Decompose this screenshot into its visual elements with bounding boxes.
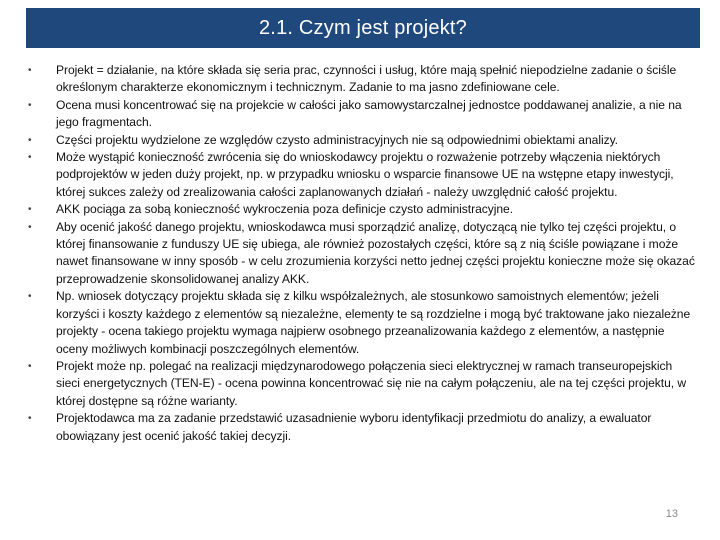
bullet-list — [26, 62, 698, 445]
bullet-dot-icon: • — [28, 134, 32, 146]
bullet-dot-icon: • — [28, 204, 32, 216]
bullet-dot-icon: • — [28, 413, 32, 425]
bullet-dot-icon: • — [28, 360, 32, 372]
bullet-dot-icon: • — [28, 221, 32, 233]
bullet-text: Może wystąpić konieczność zwrócenia się do wnioskodawcy projektu o rozważenie potrzeby włączenia niektórych podprojektów w jeden duży projekt, np. w przypadku wniosku o wsparcie finansowe UE na wstępne etapy inwestycji, której sukces zależy od zrealizowania całości zaplanowanych działań - należy uwzględnić całość projektu. — [56, 150, 674, 199]
bullet-dot-icon: • — [28, 152, 32, 164]
bullet-dot-icon: • — [28, 65, 32, 76]
bullet-text: AKK pociąga za sobą konieczność wykroczenia poza definicje czysto administracyjne. — [56, 202, 514, 217]
slide-title-bar — [26, 8, 700, 48]
bullet-item — [26, 62, 698, 97]
bullet-item — [26, 97, 698, 132]
bullet-text: Części projektu wydzielone ze względów czysto administracyjnych nie są odpowiednimi obiektami analizy. — [56, 132, 618, 147]
bullet-dot-icon: • — [28, 99, 32, 111]
bullet-item — [26, 410, 698, 445]
bullet-item — [26, 149, 698, 201]
bullet-text: Aby ocenić jakość danego projektu, wnioskodawca musi sporządzić analizę, dotyczącą nie tylko tej części projektu, o której finansowanie z funduszy UE się ubiega, ale również pozostałych części, które są z nią ściśle powiązane i może nawet finansowane w inny sposób - w celu zrozumienia korzyści netto jednej części projektu konieczne może się okazać przeprowadzenie skonsolidowanej analizy AKK. — [56, 219, 695, 286]
bullet-text: Ocena musi koncentrować się na projekcie w całości jako samowystarczalnej jednostce poddawanej analizie, a nie na jego fragmentach. — [56, 97, 682, 130]
bullet-text: Projektodawca ma za zadanie przedstawić uzasadnienie wyboru identyfikacji przedmiotu do analizy, a ewaluator obowiązany jest ocenić jakość takiej decyzji. — [56, 411, 652, 443]
bullet-text: Projekt = działanie, na które składa się seria prac, czynności i usług, które mają spełnić niepodzielne zadanie o ściśle określonym charakterze ekonomicznym i technicznym. Zadanie to ma jasno zdefiniowane cele. — [56, 63, 677, 95]
bullet-text: Projekt może np. polegać na realizacji międzynarodowego połączenia sieci elektrycznej w ramach transeuropejskich sieci energetycznych (TEN-E) - ocena powinna koncentrować się nie na całym połączeniu, ale na tej części projektu, w której dostępne są różne warianty. — [56, 358, 687, 408]
bullet-item — [26, 201, 698, 218]
bullet-text: Np. wniosek dotyczący projektu składa się z kilku współzależnych, ale stosunkowo samoistnych elementów; jeżeli korzyści i koszty każdego z elementów są niezależne, elementy te są rozdzielne i mogą być traktowane jako niezależne projekty - ocena takiego projektu wymaga najpierw osobnego przeanalizowania każdego z elementów, a następnie oceny możliwych kombinacji poszczególnych elementów. — [56, 289, 691, 356]
slide-title: 2.1. Czym jest projekt? — [258, 16, 467, 39]
page-number: 13 — [665, 508, 678, 520]
bullet-dot-icon: • — [28, 291, 32, 303]
bullet-item — [26, 288, 698, 358]
bullet-item — [26, 132, 698, 149]
bullet-item — [26, 219, 698, 289]
bullet-item — [26, 358, 698, 410]
